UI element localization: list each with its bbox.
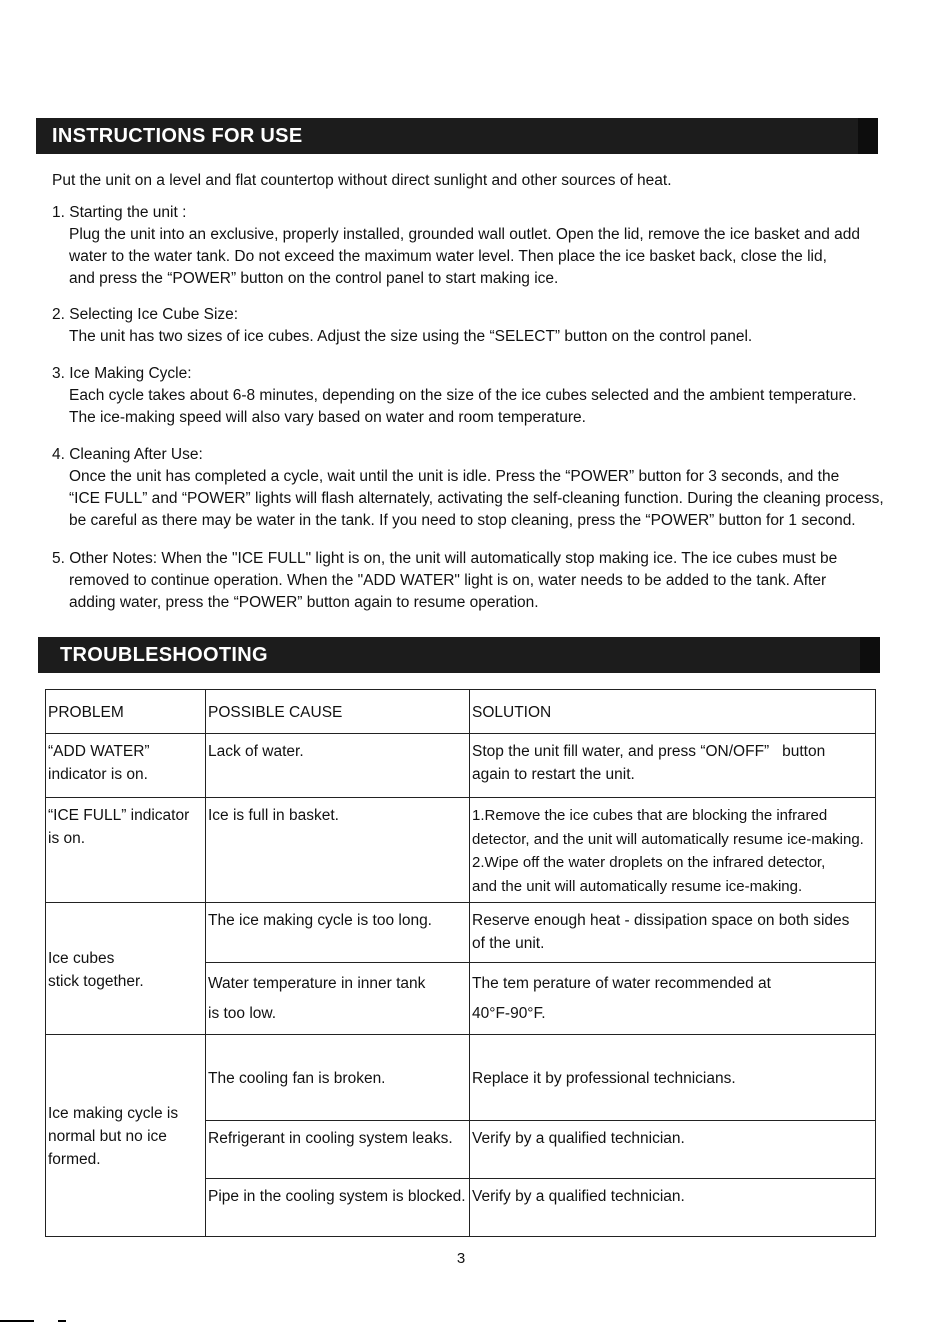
crop-mark (0, 1320, 34, 1322)
table-row (46, 798, 876, 903)
instruction-heading: 1. Starting the unit : (52, 204, 187, 221)
problem-line: Ice cubes (48, 949, 115, 967)
solution-line: 1.Remove the ice cubes that are blocking the infrared (472, 807, 828, 824)
header-problem: PROBLEM (46, 690, 206, 734)
problem-line: Ice making cycle is (48, 1105, 179, 1122)
problem-cell (46, 903, 206, 1035)
instruction-line: and press the “POWER” button on the control panel to start making ice. (69, 270, 559, 287)
solution-line: 40°F-90°F. (472, 1005, 546, 1022)
solution-line: Replace it by professional technicians. (472, 1070, 736, 1087)
solution-cell (470, 903, 876, 963)
header-cause: POSSIBLE CAUSE (206, 690, 470, 734)
cause-cell (206, 798, 470, 903)
instruction-line: water to the water tank. Do not exceed the maximum water level. Then place the ice basket back, close the lid, (69, 248, 827, 265)
problem-line: formed. (48, 1151, 101, 1168)
cause-cell (206, 903, 470, 963)
solution-line: The tem perature of water recommended at (472, 975, 771, 992)
cause-line: Ice is full in basket. (208, 807, 339, 824)
cause-line: Refrigerant in cooling system leaks. (208, 1130, 453, 1147)
instruction-line: adding water, press the “POWER” button again to resume operation. (69, 594, 539, 611)
solution-cell (470, 1179, 876, 1237)
instruction-heading: 2. Selecting Ice Cube Size: (52, 306, 239, 323)
table-row (46, 1035, 876, 1121)
table-row (46, 734, 876, 798)
instruction-body (52, 385, 857, 429)
cause-cell (206, 1035, 470, 1121)
problem-line: indicator is on. (48, 766, 148, 783)
cause-line: The ice making cycle is too long. (208, 912, 432, 929)
troubleshooting-table (45, 689, 876, 1237)
cause-line: Lack of water. (208, 743, 304, 760)
instruction-line: removed to continue operation. When the "ADD WATER" light is on, water needs to be added to the tank. After (69, 572, 827, 589)
solution-line: Verify by a qualified technician. (472, 1130, 685, 1147)
instruction-heading: 4. Cleaning After Use: (52, 446, 203, 463)
instruction-item-4 (52, 444, 884, 532)
solution-cell (470, 1035, 876, 1121)
table-header-row (46, 690, 876, 734)
problem-line: is on. (48, 830, 86, 847)
table-row (46, 903, 876, 963)
troubleshooting-title: TROUBLESHOOTING (60, 644, 268, 666)
solution-cell (470, 734, 876, 798)
solution-line: Verify by a qualified technician. (472, 1188, 685, 1205)
intro-text: Put the unit on a level and flat countertop without direct sunlight and other sources of heat. (52, 172, 672, 189)
instruction-item-1 (52, 202, 860, 290)
problem-line: normal but no ice (48, 1128, 167, 1145)
solution-cell (470, 1121, 876, 1179)
instruction-heading: 3. Ice Making Cycle: (52, 365, 192, 382)
solution-line: again to restart the unit. (472, 766, 635, 783)
instruction-body (52, 224, 860, 290)
problem-cell (46, 798, 206, 903)
problem-line: stick together. (48, 972, 144, 990)
solution-line: Stop the unit fill water, and press “ON/OFF” button (472, 743, 826, 760)
solution-line: of the unit. (472, 935, 545, 952)
instruction-body (52, 466, 884, 532)
solution-cell (470, 798, 876, 903)
solution-line: 2.Wipe off the water droplets on the infrared detector, (472, 854, 826, 871)
instruction-line: be careful as there may be water in the tank. If you need to stop cleaning, press the “POWER” button for 1 second. (69, 512, 856, 529)
problem-line: “ADD WATER” (48, 743, 150, 760)
cause-line: Water temperature in inner tank (208, 975, 426, 992)
instruction-item-5 (52, 548, 837, 614)
instruction-line: The ice-making speed will also vary based on water and room temperature. (69, 409, 586, 426)
instruction-item-2 (52, 304, 752, 348)
instructions-banner (36, 118, 878, 154)
cause-line: is too low. (208, 1005, 277, 1022)
solution-cell (470, 963, 876, 1035)
instruction-line: “ICE FULL” and “POWER” lights will flash alternately, activating the self-cleaning function. During the cleaning process, (69, 490, 884, 507)
solution-line: Reserve enough heat - dissipation space on both sides (472, 912, 850, 929)
problem-cell (46, 1035, 206, 1237)
cause-cell (206, 1121, 470, 1179)
instruction-body (52, 570, 837, 614)
instruction-line: Once the unit has completed a cycle, wait until the unit is idle. Press the “POWER” button for 3 seconds, and the (69, 468, 840, 485)
solution-line: and the unit will automatically resume ice-making. (472, 877, 803, 895)
instructions-title: INSTRUCTIONS FOR USE (52, 125, 303, 147)
instruction-body (52, 326, 752, 348)
cause-line: The cooling fan is broken. (208, 1070, 386, 1087)
page-number: 3 (456, 1250, 466, 1267)
solution-line: detector, and the unit will automatically resume ice-making. (472, 830, 864, 848)
problem-line: “ICE FULL” indicator (48, 807, 190, 824)
problem-cell (46, 734, 206, 798)
instruction-heading: 5. Other Notes: When the "ICE FULL" light is on, the unit will automatically stop making ice. The ice cubes must be (52, 550, 838, 567)
cause-line: Pipe in the cooling system is blocked. (208, 1188, 466, 1205)
cause-cell (206, 1179, 470, 1237)
header-solution: SOLUTION (470, 690, 876, 734)
instruction-line: The unit has two sizes of ice cubes. Adjust the size using the “SELECT” button on the control panel. (69, 328, 753, 345)
troubleshooting-banner (38, 637, 880, 673)
instruction-line: Each cycle takes about 6-8 minutes, depending on the size of the ice cubes selected and the ambient temperature. (69, 387, 857, 404)
cause-cell (206, 963, 470, 1035)
instruction-line: Plug the unit into an exclusive, properly installed, grounded wall outlet. Open the lid, remove the ice basket and add (69, 226, 860, 243)
cause-cell (206, 734, 470, 798)
instruction-item-3 (52, 363, 857, 429)
crop-mark (58, 1320, 66, 1322)
